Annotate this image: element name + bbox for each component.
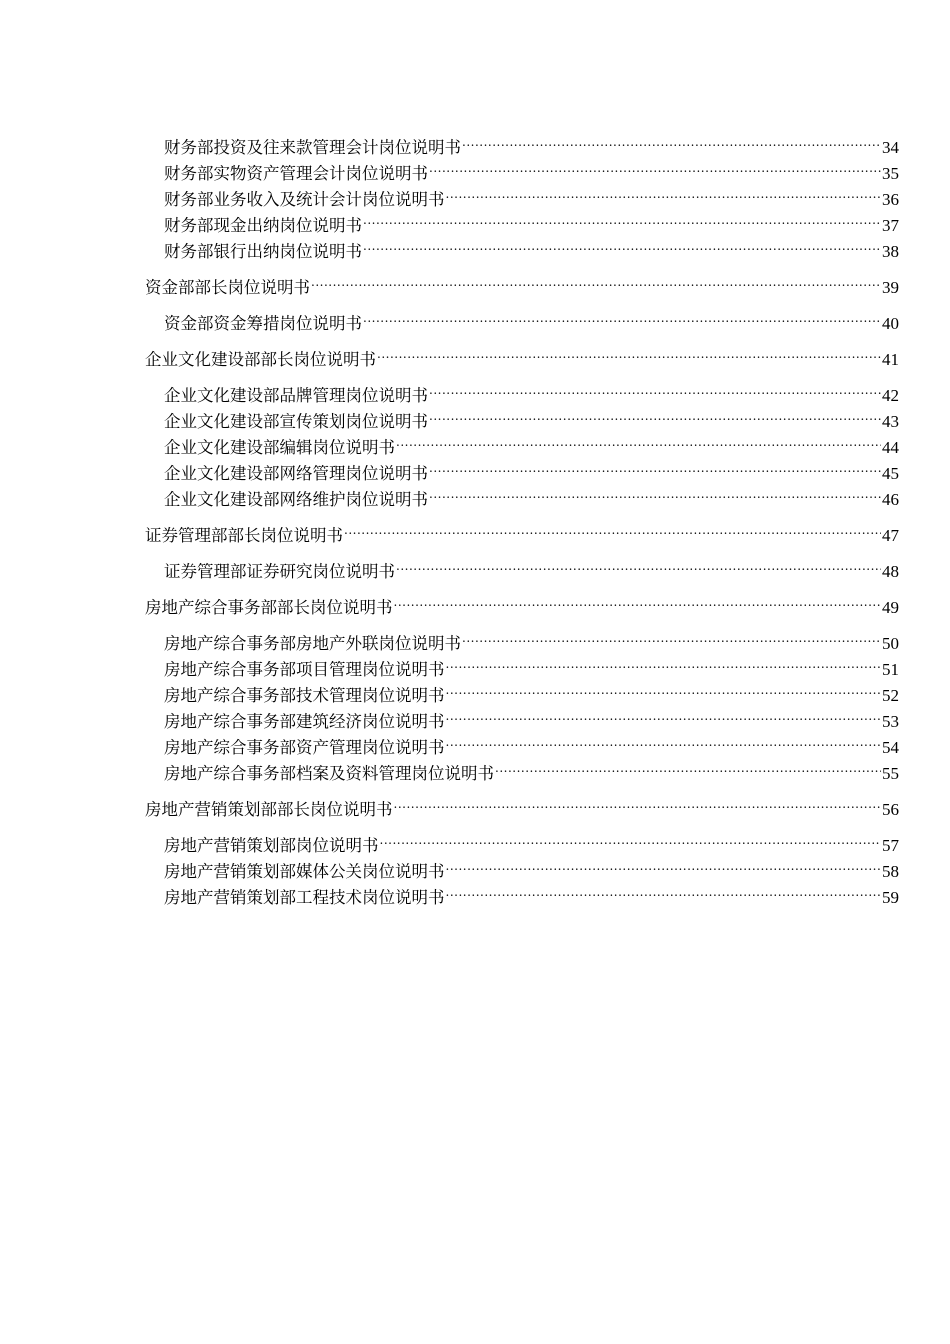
toc-leader-dots [429,375,881,401]
toc-entry-page: 41 [882,350,899,369]
toc-entry-title: 企业文化建设部部长岗位说明书 [145,350,376,369]
toc-leader-dots [446,701,882,727]
toc-entry-title: 证券管理部部长岗位说明书 [145,526,343,545]
toc-entry-page: 56 [882,800,899,819]
toc-entry-page: 58 [882,862,899,881]
toc-leader-dots [446,179,882,205]
toc-entry-page: 42 [882,386,899,405]
toc-entry-title: 房地产综合事务部资产管理岗位说明书 [164,738,445,757]
toc-entry-title: 企业文化建设部编辑岗位说明书 [164,438,395,457]
toc-entry[interactable] [0,453,950,483]
toc-entry-page: 47 [882,526,899,545]
toc-entry-page: 49 [882,598,899,617]
toc-entry[interactable] [0,701,950,731]
toc-leader-dots [311,267,881,293]
toc-entry[interactable] [0,401,950,431]
toc-leader-dots [396,427,881,453]
toc-entry-page: 37 [882,216,899,235]
toc-entry-page: 57 [882,836,899,855]
toc-entry-page: 52 [882,686,899,705]
toc-entry[interactable] [0,877,950,907]
toc-entry[interactable] [0,303,950,333]
toc-entry[interactable] [0,179,950,209]
toc-entry[interactable] [0,375,950,405]
toc-section-entry[interactable] [0,587,950,617]
toc-entry-page: 55 [882,764,899,783]
toc-entry-title: 证券管理部证券研究岗位说明书 [164,562,395,581]
toc-entry-title: 房地产营销策划部工程技术岗位说明书 [164,888,445,907]
toc-entry-title: 房地产综合事务部建筑经济岗位说明书 [164,712,445,731]
toc-section-entry[interactable] [0,789,950,819]
toc-entry-page: 50 [882,634,899,653]
toc-leader-dots [429,453,881,479]
toc-entry-title: 企业文化建设部宣传策划岗位说明书 [164,412,428,431]
toc-leader-dots [394,789,882,815]
toc-section-entry[interactable] [0,267,950,297]
toc-entry-title: 企业文化建设部网络管理岗位说明书 [164,464,428,483]
toc-entry-page: 59 [882,888,899,907]
toc-entry[interactable] [0,675,950,705]
table-of-contents [0,127,950,907]
toc-entry-title: 财务部投资及往来款管理会计岗位说明书 [164,138,461,157]
toc-entry-page: 48 [882,562,899,581]
toc-entry-page: 51 [882,660,899,679]
toc-leader-dots [446,727,882,753]
toc-entry-page: 40 [882,314,899,333]
toc-entry-title: 企业文化建设部网络维护岗位说明书 [164,490,428,509]
toc-entry[interactable] [0,727,950,757]
toc-entry-title: 财务部银行出纳岗位说明书 [164,242,362,261]
toc-leader-dots [446,851,882,877]
toc-entry-title: 房地产综合事务部项目管理岗位说明书 [164,660,445,679]
toc-leader-dots [396,551,881,577]
toc-entry-title: 资金部部长岗位说明书 [145,278,310,297]
toc-section-entry[interactable] [0,339,950,369]
toc-entry[interactable] [0,127,950,157]
toc-leader-dots [377,339,881,365]
toc-entry-page: 54 [882,738,899,757]
toc-entry[interactable] [0,551,950,581]
toc-entry-page: 45 [882,464,899,483]
toc-entry-title: 财务部现金出纳岗位说明书 [164,216,362,235]
toc-leader-dots [429,401,881,427]
toc-entry-title: 房地产营销策划部岗位说明书 [164,836,379,855]
toc-entry-page: 46 [882,490,899,509]
toc-leader-dots [363,303,881,329]
toc-leader-dots [380,825,882,851]
toc-entry-page: 44 [882,438,899,457]
toc-leader-dots [446,675,882,701]
toc-entry-title: 房地产营销策划部部长岗位说明书 [145,800,393,819]
toc-entry-title: 房地产营销策划部媒体公关岗位说明书 [164,862,445,881]
toc-entry[interactable] [0,753,950,783]
toc-entry-page: 34 [882,138,899,157]
toc-entry-title: 资金部资金筹措岗位说明书 [164,314,362,333]
toc-entry-title: 房地产综合事务部技术管理岗位说明书 [164,686,445,705]
toc-entry-title: 房地产综合事务部档案及资料管理岗位说明书 [164,764,494,783]
toc-entry[interactable] [0,231,950,261]
toc-entry[interactable] [0,649,950,679]
toc-leader-dots [446,877,882,903]
toc-entry[interactable] [0,427,950,457]
toc-leader-dots [462,623,881,649]
toc-entry[interactable] [0,851,950,881]
toc-entry[interactable] [0,153,950,183]
toc-leader-dots [394,587,882,613]
toc-entry[interactable] [0,623,950,653]
toc-entry-page: 39 [882,278,899,297]
toc-entry-page: 36 [882,190,899,209]
toc-leader-dots [429,153,881,179]
toc-entry-page: 43 [882,412,899,431]
toc-entry-title: 企业文化建设部品牌管理岗位说明书 [164,386,428,405]
toc-leader-dots [363,205,881,231]
toc-section-entry[interactable] [0,515,950,545]
toc-leader-dots [462,127,881,153]
toc-entry[interactable] [0,205,950,235]
toc-entry[interactable] [0,825,950,855]
toc-entry-title: 房地产综合事务部部长岗位说明书 [145,598,393,617]
toc-entry-title: 财务部实物资产管理会计岗位说明书 [164,164,428,183]
toc-entry[interactable] [0,479,950,509]
toc-leader-dots [446,649,882,675]
toc-entry-title: 财务部业务收入及统计会计岗位说明书 [164,190,445,209]
toc-entry-page: 53 [882,712,899,731]
toc-entry-page: 38 [882,242,899,261]
toc-leader-dots [363,231,881,257]
toc-leader-dots [495,753,881,779]
toc-leader-dots [429,479,881,505]
toc-entry-title: 房地产综合事务部房地产外联岗位说明书 [164,634,461,653]
toc-entry-page: 35 [882,164,899,183]
toc-leader-dots [344,515,881,541]
